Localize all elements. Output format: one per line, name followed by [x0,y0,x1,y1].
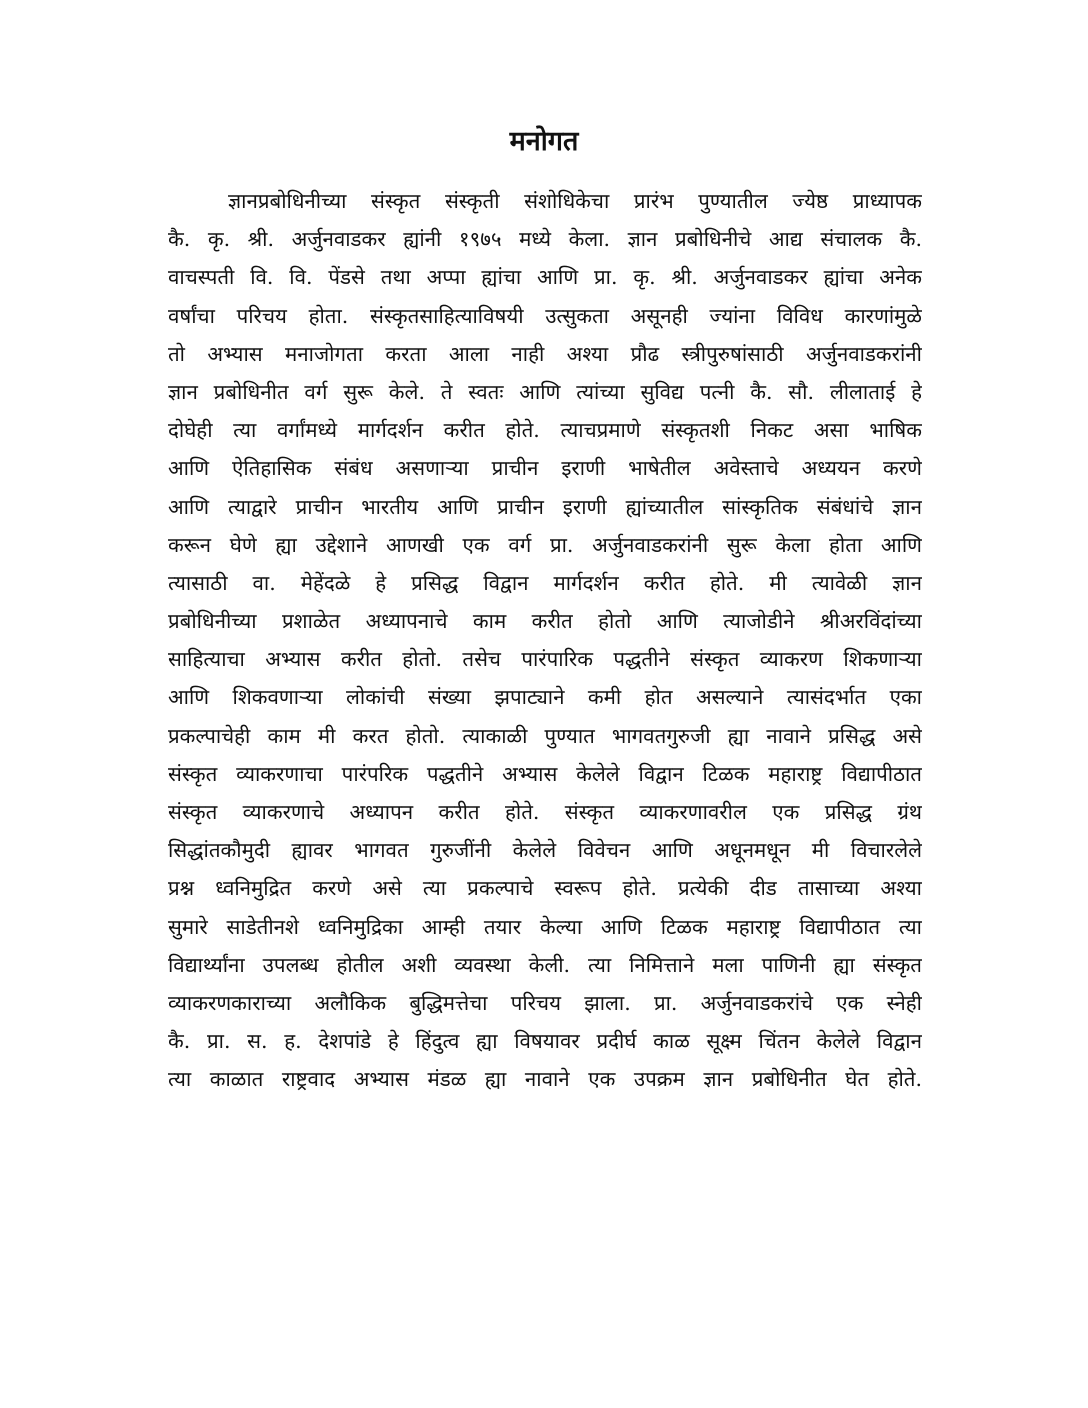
text-line: साहित्याचा अभ्यास करीत होतो. तसेच पारंपारिक पद्धतीने संस्कृत व्याकरण शिकणाऱ्या [168,647,922,672]
text-line: प्रकल्पाचेही काम मी करत होतो. त्याकाळी पुण्यात भागवतगुरुजी ह्या नावाने प्रसिद्ध असे [168,723,922,748]
text-line: कै. कृ. श्री. अर्जुनवाडकर ह्यांनी १९७५ मध्ये केला. ज्ञान प्रबोधिनीचे आद्य संचालक कै. [168,227,922,252]
text-line: प्रबोधिनीच्या प्रशाळेत अध्यापनाचे काम करीत होतो आणि त्याजोडीने श्रीअरविंदांच्या [168,609,922,634]
text-line: ज्ञानप्रबोधिनीच्या संस्कृत संस्कृती संशोधिकेचा प्रारंभ पुण्यातील ज्येष्ठ प्राध्यापक [228,189,922,213]
text-line: प्रश्न ध्वनिमुद्रित करणे असे त्या प्रकल्पाचे स्वरूप होते. प्रत्येकी दीड तासाच्या अश्या [168,876,922,901]
text-line: तो अभ्यास मनाजोगता करता आला नाही अश्या प्रौढ स्त्रीपुरुषांसाठी अर्जुनवाडकरांनी [168,341,922,366]
text-line: आणि ऐतिहासिक संबंध असणाऱ्या प्राचीन इराणी भाषेतील अवेस्ताचे अध्ययन करणे [168,456,922,481]
text-line: वाचस्पती वि. वि. पेंडसे तथा अप्पा ह्यांचा आणि प्रा. कृ. श्री. अर्जुनवाडकर ह्यांचा अनेक [168,265,922,290]
text-line: संस्कृत व्याकरणाचे अध्यापन करीत होते. संस्कृत व्याकरणावरील एक प्रसिद्ध ग्रंथ [168,800,922,824]
text-line: विद्यार्थ्यांना उपलब्ध होतील अशी व्यवस्था केली. त्या निमित्ताने मला पाणिनी ह्या संस्कृत [168,952,922,977]
text-line: सिद्धांतकौमुदी ह्यावर भागवत गुरुजींनी केलेले विवेचन आणि अधूनमधून मी विचारलेले [168,838,922,863]
text-line: आणि शिकवणाऱ्या लोकांची संख्या झपाट्याने कमी होत असल्याने त्यासंदर्भात एका [168,685,922,710]
page-title: मनोगत [509,126,579,157]
text-line: कै. प्रा. स. ह. देशपांडे हे हिंदुत्व ह्या विषयावर प्रदीर्घ काळ सूक्ष्म चिंतन केलेले विद्वान [168,1029,922,1054]
text-line: करून घेणे ह्या उद्देशाने आणखी एक वर्ग प्रा. अर्जुनवाडकरांनी सुरू केला होता आणि [168,532,922,557]
text-line: वर्षांचा परिचय होता. संस्कृतसाहित्याविषयी उत्सुकता असूनही ज्यांना विविध कारणांमुळे [168,303,922,328]
text-line: ज्ञान प्रबोधिनीत वर्ग सुरू केले. ते स्वतः आणि त्यांच्या सुविद्य पत्नी कै. सौ. लीलाताई हे [168,379,922,404]
text-line: त्यासाठी वा. मेहेंदळे हे प्रसिद्ध विद्वान मार्गदर्शन करीत होते. मी त्यावेळी ज्ञान [168,570,922,595]
text-line: व्याकरणकाराच्या अलौकिक बुद्धिमत्तेचा परिचय झाला. प्रा. अर्जुनवाडकरांचे एक स्नेही [168,990,922,1015]
text-line: संस्कृत व्याकरणाचा पारंपरिक पद्धतीने अभ्यास केलेले विद्वान टिळक महाराष्ट्र विद्यापीठात [168,761,922,786]
text-line: आणि त्याद्वारे प्राचीन भारतीय आणि प्राचीन इराणी ह्यांच्यातील सांस्कृतिक संबंधांचे ज्ञान [168,494,922,519]
text-line: दोघेही त्या वर्गांमध्ये मार्गदर्शन करीत होते. त्याचप्रमाणे संस्कृतशी निकट असा भाषिक [168,418,922,443]
text-line: त्या काळात राष्ट्रवाद अभ्यास मंडळ ह्या नावाने एक उपक्रम ज्ञान प्रबोधिनीत घेत होते. [168,1067,922,1092]
body-paragraph [168,182,922,1099]
text-line: सुमारे साडेतीनशे ध्वनिमुद्रिका आम्ही तयार केल्या आणि टिळक महाराष्ट्र विद्यापीठात त्या [168,914,922,939]
